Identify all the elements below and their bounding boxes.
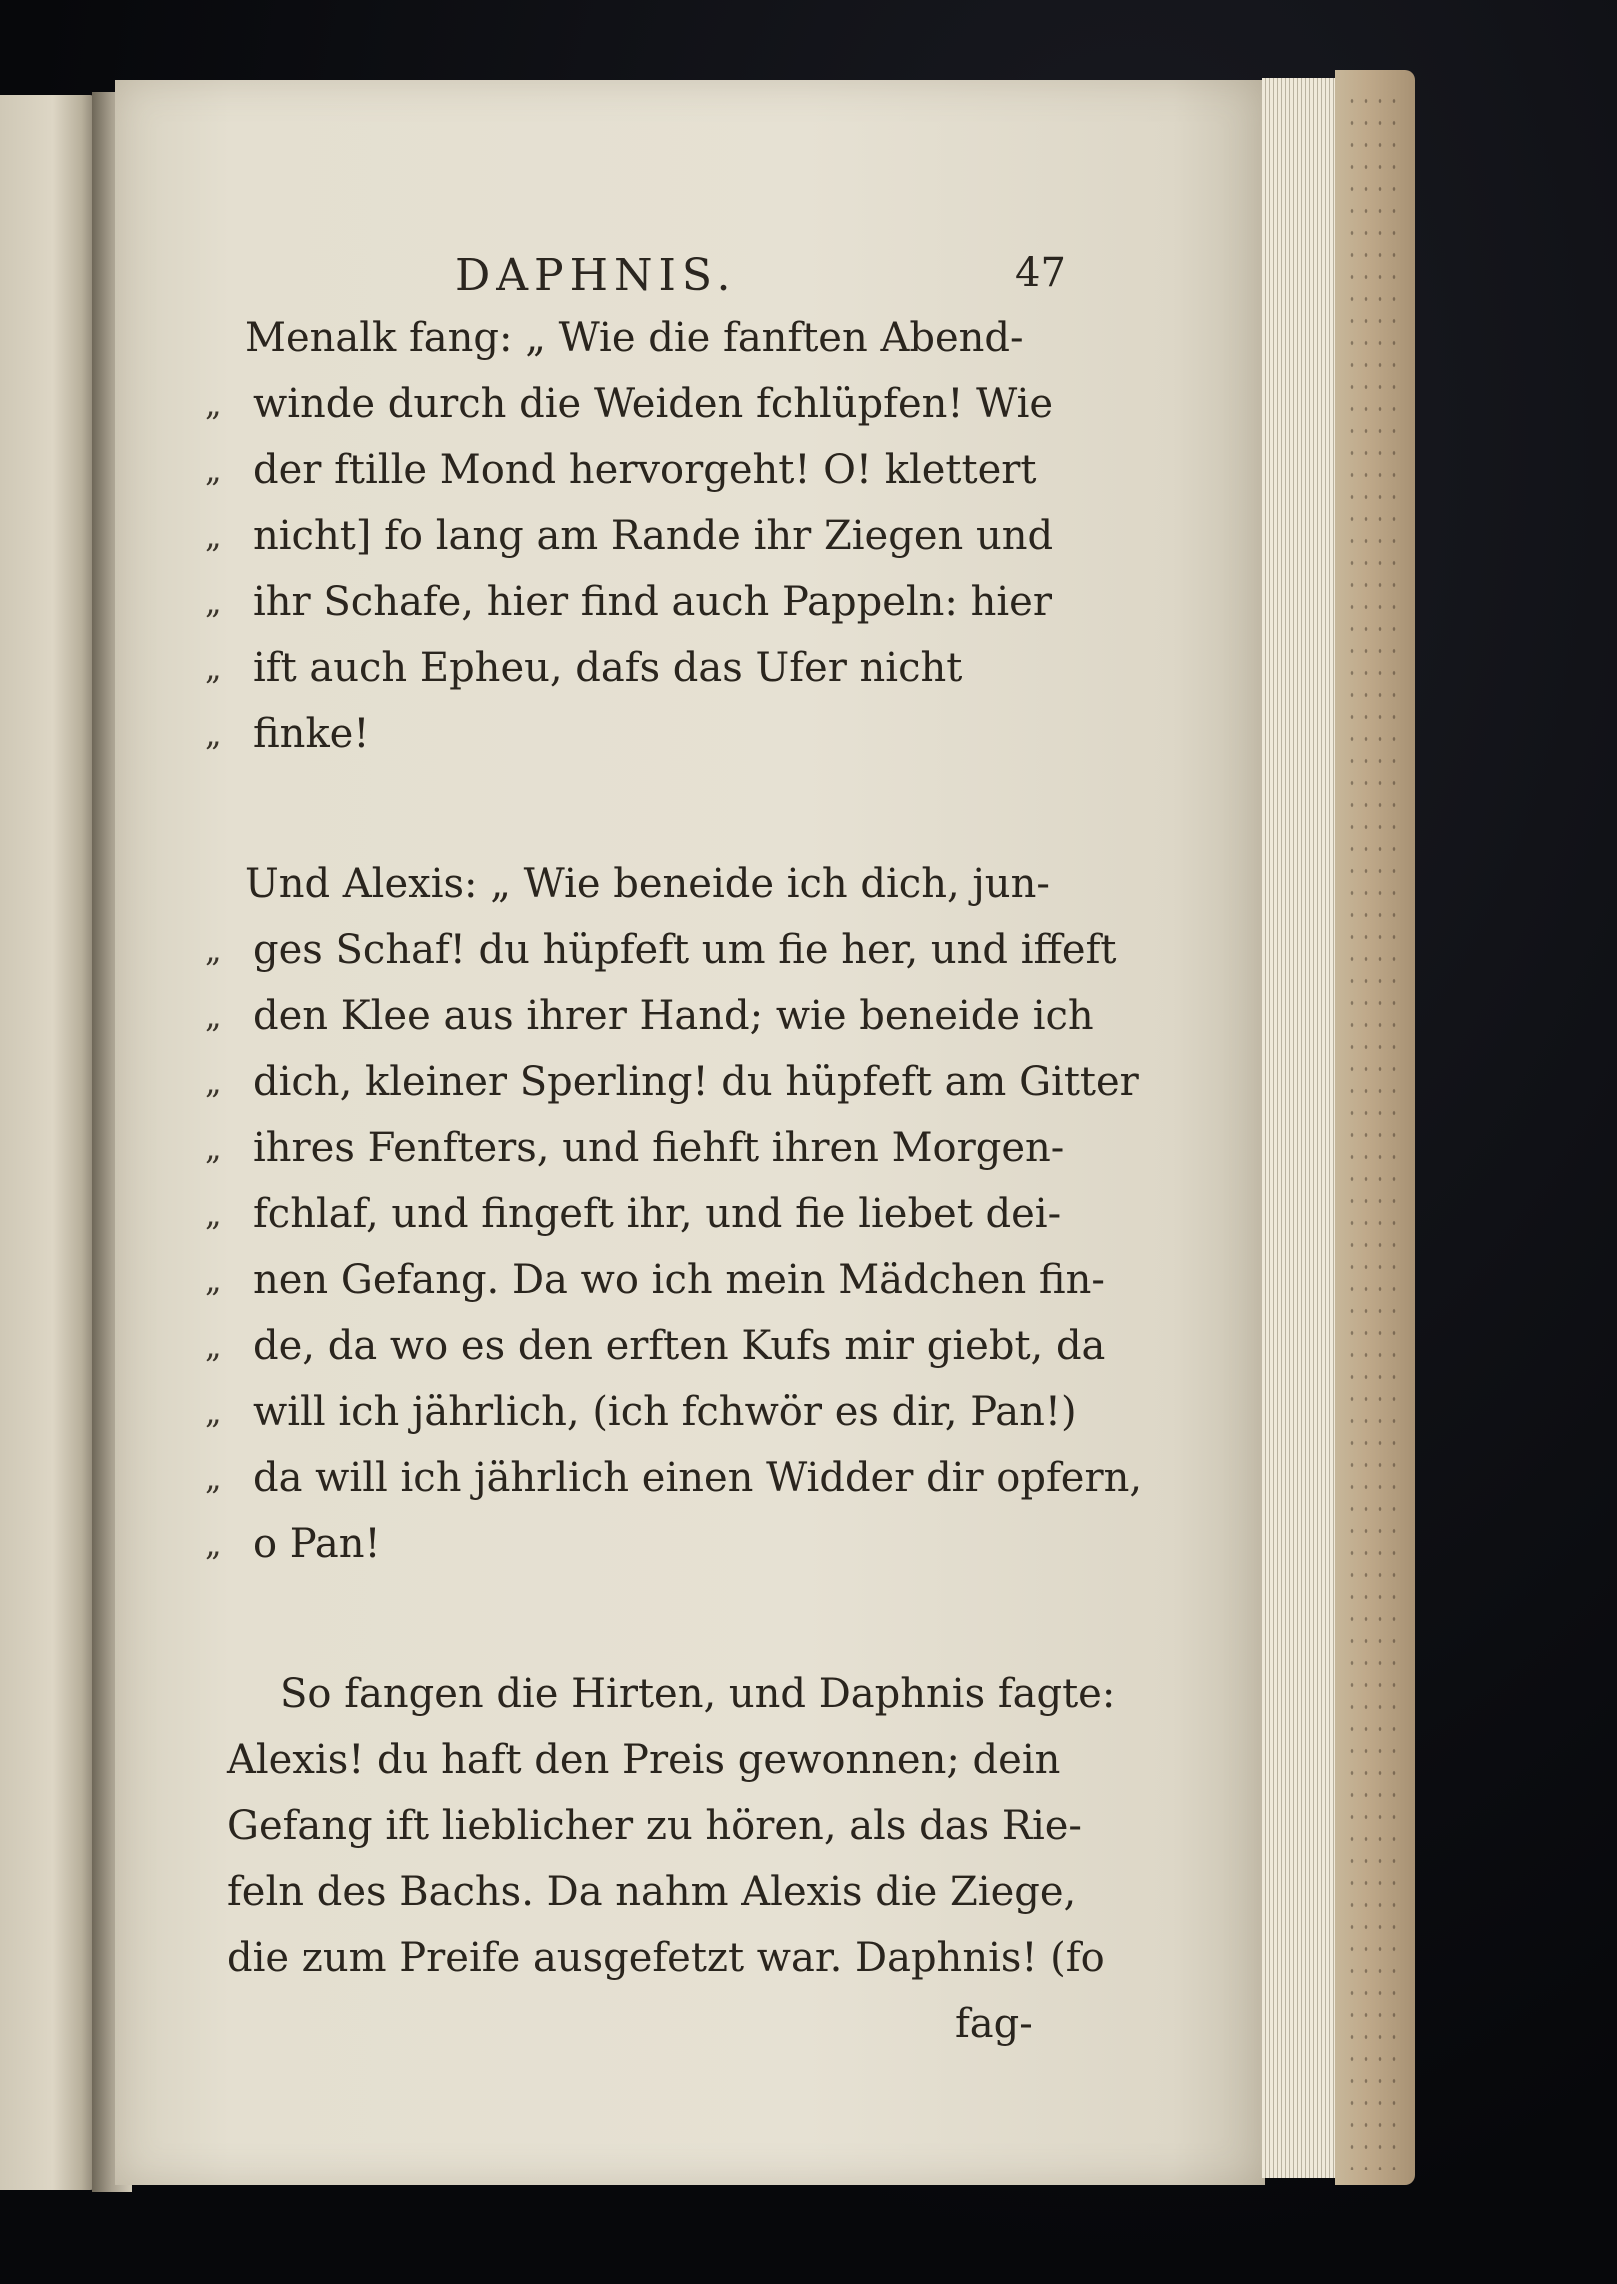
page-block-edges (1262, 78, 1342, 2178)
line-text: finke! (253, 711, 370, 757)
line-text: ges Schaf! du hüpfeft um fie her, und iffeft (253, 927, 1117, 973)
running-title: DAPHNIS. (455, 250, 737, 301)
line-text: winde durch die Weiden fchlüpfen! Wie (253, 381, 1054, 427)
line-text: die zum Preife ausgefetzt war. Daphnis! (fo (227, 1935, 1105, 1981)
text-line (205, 1511, 1060, 1577)
quote-mark: „ (205, 451, 222, 489)
line-text: Menalk fang: „ Wie die fanften Abend- (245, 315, 1024, 361)
line-text: o Pan! (253, 1521, 381, 1567)
text-line (205, 1727, 1060, 1793)
line-text: nicht] fo lang am Rande ihr Ziegen und (253, 513, 1054, 559)
quote-mark: „ (205, 649, 222, 687)
cover-texture (1345, 90, 1405, 2170)
quote-mark: „ (205, 1195, 222, 1233)
text-line (205, 569, 1060, 635)
line-text: den Klee aus ihrer Hand; wie beneide ich (253, 993, 1094, 1039)
line-text: Alexis! du haft den Preis gewonnen; dein (227, 1737, 1061, 1783)
quote-mark: „ (205, 1525, 222, 1563)
text-line (205, 1859, 1077, 1925)
text-line (205, 1313, 1106, 1379)
text-line (205, 983, 1094, 1049)
line-text: ihres Fenfters, und fiehft ihren Morgen- (253, 1125, 1065, 1171)
line-text: So fangen die Hirten, und Daphnis fagte: (280, 1671, 1116, 1717)
line-text: de, da wo es den erften Kufs mir giebt, da (253, 1323, 1106, 1369)
text-line (205, 1925, 1105, 1991)
quote-mark: „ (205, 583, 222, 621)
quote-mark: „ (205, 997, 222, 1035)
quote-mark: „ (205, 1063, 222, 1101)
quote-mark: „ (205, 1393, 222, 1431)
text-line (205, 1793, 1082, 1859)
line-text: Und Alexis: „ Wie beneide ich dich, jun- (245, 861, 1050, 907)
paragraph-gap (205, 1577, 1060, 1661)
text-line (205, 371, 1060, 437)
line-text: Gefang ift lieblicher zu hören, als das Rie- (227, 1803, 1082, 1849)
text-line (205, 437, 1060, 503)
text-line (205, 1247, 1105, 1313)
line-text: fchlaf, und fingeft ihr, und fie liebet dei- (253, 1191, 1062, 1237)
quote-mark: „ (205, 1261, 222, 1299)
quote-mark: „ (205, 385, 222, 423)
paragraph-gap (205, 767, 1060, 851)
catchword-line (205, 1991, 1060, 2057)
line-text: dich, kleiner Sperling! du hüpfeft am Gitter (253, 1059, 1139, 1105)
text-line (205, 503, 1060, 569)
line-text: da will ich jährlich einen Widder dir opfern, (253, 1455, 1143, 1501)
body-text (205, 305, 1143, 2057)
quote-mark: „ (205, 931, 222, 969)
text-line (205, 635, 1060, 701)
text-line (205, 851, 1060, 917)
text-line (205, 701, 1060, 767)
page-number: 47 (1015, 250, 1066, 296)
paragraph (205, 305, 1060, 767)
paragraph (205, 1661, 1116, 1991)
line-text: ift auch Epheu, dafs das Ufer nicht (253, 645, 963, 691)
line-text: der ftille Mond hervorgeht! O! klettert (253, 447, 1037, 493)
facing-page-edge (0, 95, 96, 2190)
quote-mark: „ (205, 1459, 222, 1497)
line-text: ihr Schafe, hier find auch Pappeln: hier (253, 579, 1052, 625)
text-line (205, 1115, 1065, 1181)
paragraph (205, 851, 1143, 1577)
text-line (205, 1661, 1116, 1727)
quote-mark: „ (205, 1129, 222, 1167)
text-line (205, 305, 1060, 371)
line-text: nen Gefang. Da wo ich mein Mädchen fin- (253, 1257, 1105, 1303)
text-line (205, 917, 1117, 983)
quote-mark: „ (205, 517, 222, 555)
text-line (205, 1445, 1143, 1511)
text-line (205, 1049, 1139, 1115)
line-text: will ich jährlich, (ich fchwör es dir, Pan!) (253, 1389, 1077, 1435)
catchword: fag- (955, 2001, 1033, 2047)
text-line (205, 1379, 1077, 1445)
text-line (205, 1181, 1060, 1247)
quote-mark: „ (205, 1327, 222, 1365)
quote-mark: „ (205, 715, 222, 753)
line-text: feln des Bachs. Da nahm Alexis die Ziege, (227, 1869, 1077, 1915)
